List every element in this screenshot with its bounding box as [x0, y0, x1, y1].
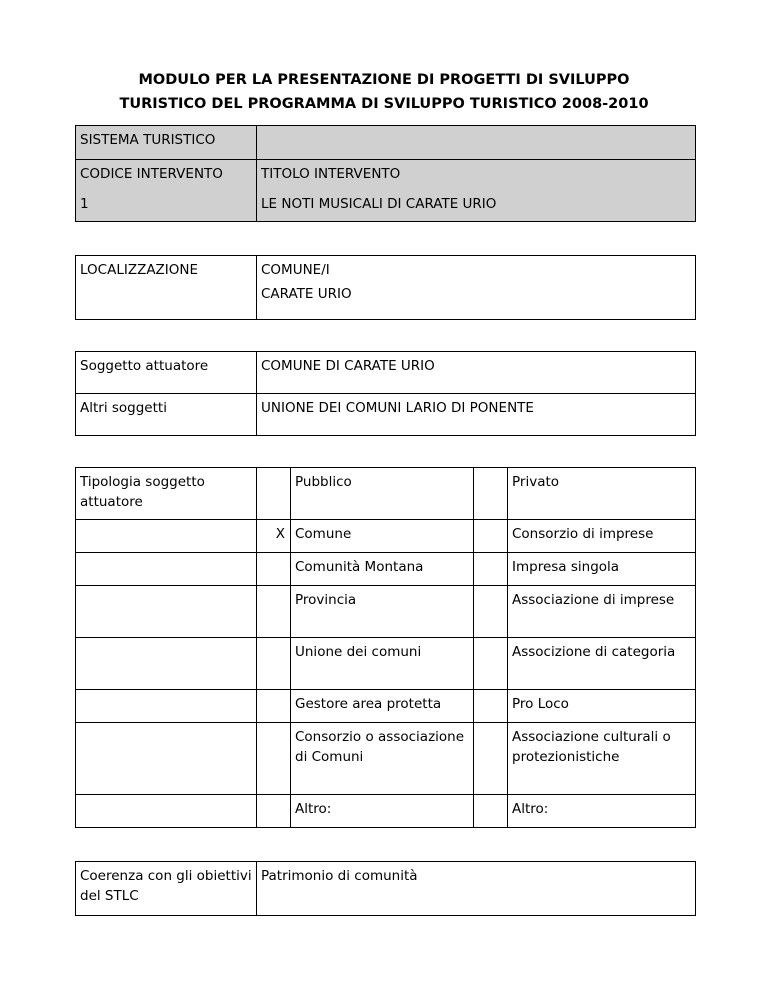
location-table [75, 255, 696, 320]
titolo-value: LE NOTI MUSICALI DI CARATE URIO [257, 190, 696, 222]
localizzazione-value-cell [257, 256, 696, 320]
altri-value: UNIONE DEI COMUNI LARIO DI PONENTE [257, 394, 696, 436]
coherence-table [75, 861, 696, 916]
table-row [76, 690, 696, 723]
check-mark [474, 723, 508, 795]
tipologia-label: Tipologia soggetto attuatore [76, 468, 257, 520]
check-mark [257, 638, 291, 690]
title-line-1: MODULO PER LA PRESENTAZIONE DI PROGETTI DI SVILUPPO [138, 72, 630, 88]
privato-option: Consorzio di imprese [508, 520, 696, 553]
soggetto-value: COMUNE DI CARATE URIO [257, 352, 696, 394]
check-mark [257, 553, 291, 586]
empty-cell [76, 520, 257, 553]
form-title [0, 68, 768, 116]
typology-table [75, 467, 696, 828]
empty-cell [76, 723, 257, 795]
comune-value: CARATE URIO [261, 286, 352, 302]
check-mark [257, 723, 291, 795]
pubblico-option: Gestore area protetta [291, 690, 474, 723]
coerenza-label: Coerenza con gli obiettivi del STLC [76, 862, 257, 916]
check-mark [474, 586, 508, 638]
altri-label: Altri soggetti [76, 394, 257, 436]
sistema-value [257, 126, 696, 160]
pubblico-option: Comune [291, 520, 474, 553]
pubblico-mark-header [257, 468, 291, 520]
privato-option: Associazione culturali o protezionistiche [508, 723, 696, 795]
titolo-label: TITOLO INTERVENTO [257, 160, 696, 190]
intervention-table [75, 125, 696, 222]
empty-cell [76, 586, 257, 638]
codice-label: CODICE INTERVENTO [76, 160, 257, 190]
privato-option: Impresa singola [508, 553, 696, 586]
codice-value: 1 [76, 190, 257, 222]
check-mark [257, 586, 291, 638]
empty-cell [76, 690, 257, 723]
table-row [76, 795, 696, 828]
privato-option: Altro: [508, 795, 696, 828]
empty-cell [76, 553, 257, 586]
privato-option: Associazione di imprese [508, 586, 696, 638]
subjects-table [75, 351, 696, 436]
privato-option: Associzione di categoria [508, 638, 696, 690]
check-mark [474, 638, 508, 690]
pubblico-option: Consorzio o associazione di Comuni [291, 723, 474, 795]
pubblico-option: Altro: [291, 795, 474, 828]
empty-cell [76, 638, 257, 690]
check-mark [474, 795, 508, 828]
privato-header: Privato [508, 468, 696, 520]
pubblico-option: Unione dei comuni [291, 638, 474, 690]
localizzazione-label: LOCALIZZAZIONE [76, 256, 257, 320]
pubblico-option: Provincia [291, 586, 474, 638]
privato-mark-header [474, 468, 508, 520]
comune-label: COMUNE/I [261, 262, 330, 278]
sistema-label: SISTEMA TURISTICO [76, 126, 257, 160]
soggetto-label: Soggetto attuatore [76, 352, 257, 394]
coerenza-value: Patrimonio di comunità [257, 862, 696, 916]
check-mark [474, 690, 508, 723]
check-mark: X [257, 520, 291, 553]
table-row [76, 553, 696, 586]
check-mark [474, 553, 508, 586]
table-row [76, 520, 696, 553]
privato-option: Pro Loco [508, 690, 696, 723]
check-mark [474, 520, 508, 553]
pubblico-header: Pubblico [291, 468, 474, 520]
check-mark [257, 690, 291, 723]
pubblico-option: Comunità Montana [291, 553, 474, 586]
empty-cell [76, 795, 257, 828]
title-line-2: TURISTICO DEL PROGRAMMA DI SVILUPPO TURISTICO 2008-2010 [119, 96, 649, 112]
table-row [76, 586, 696, 638]
table-row [76, 638, 696, 690]
check-mark [257, 795, 291, 828]
table-row [76, 723, 696, 795]
